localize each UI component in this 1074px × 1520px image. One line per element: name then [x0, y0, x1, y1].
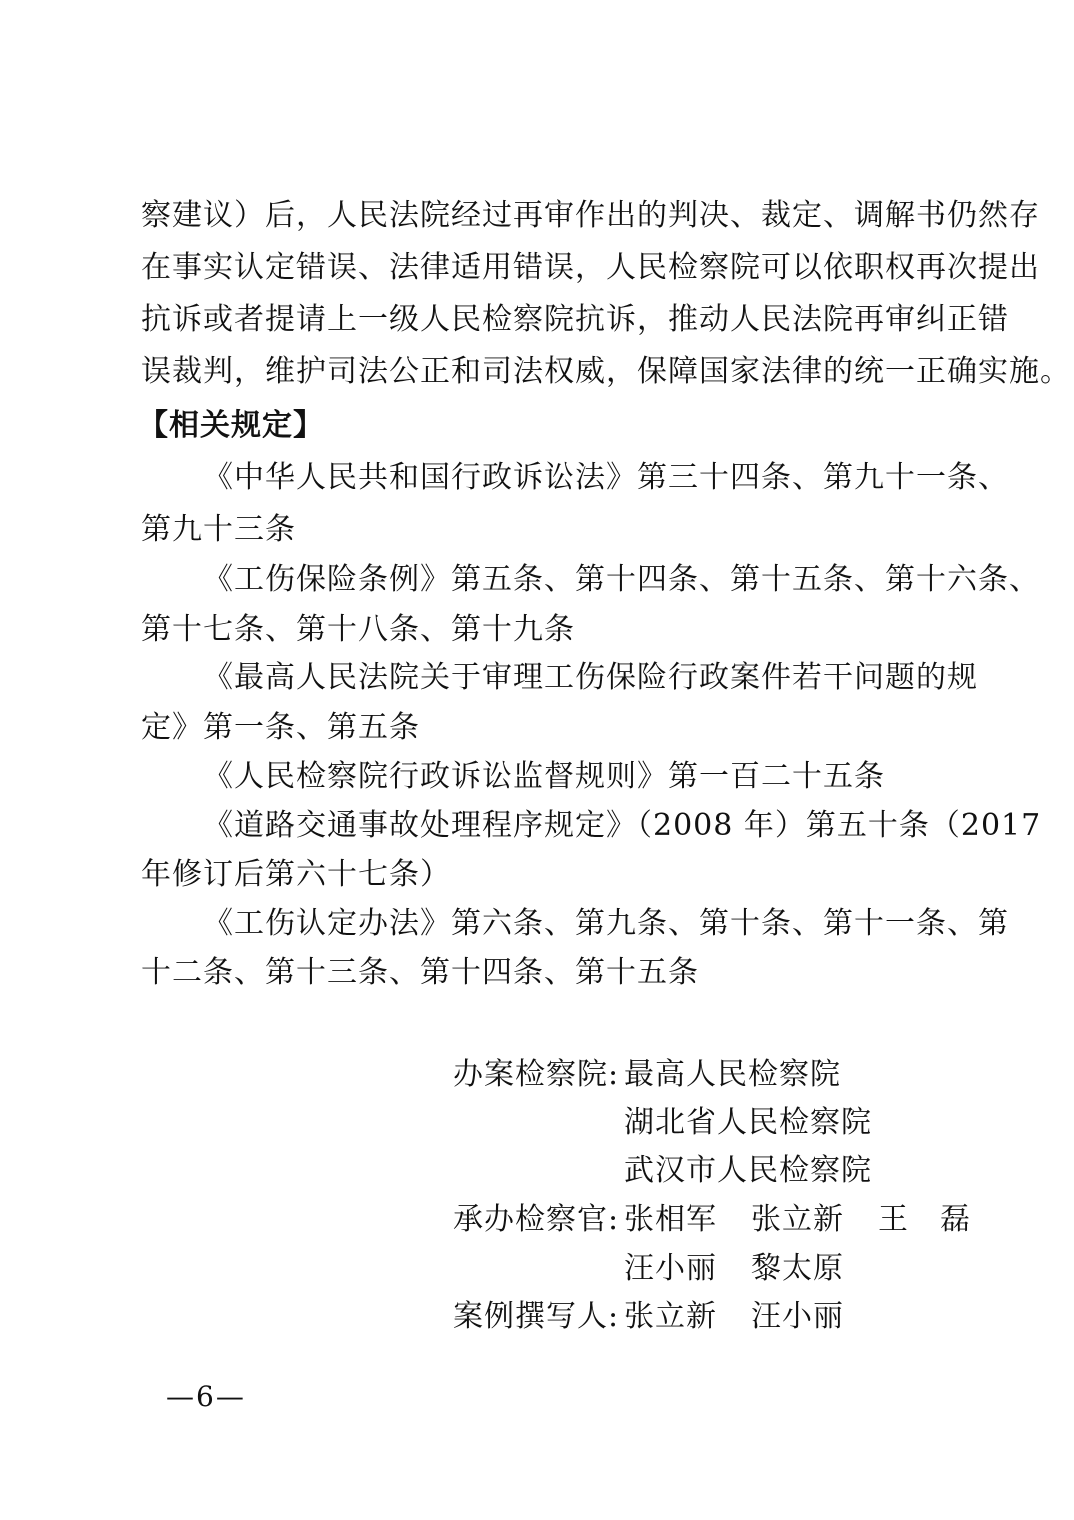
writer-label: 案例撰写人: [453, 1299, 620, 1334]
prosecutor-name: 王 磊 [878, 1202, 971, 1237]
page-number: —6— [166, 1380, 246, 1413]
regulation-line: 《工伤认定办法》第六条、第九条、第十条、第十一条、第 [203, 906, 1009, 941]
regulation-line: 《最高人民法院关于审理工伤保险行政案件若干问题的规 [203, 660, 978, 695]
prosecutor-name: 汪小丽 [624, 1251, 717, 1286]
body-line: 在事实认定错误、法律适用错误，人民检察院可以依职权再次提出 [141, 250, 1040, 285]
procuratorate-name: 武汉市人民检察院 [624, 1153, 872, 1188]
regulation-line: 定》第一条、第五条 [141, 710, 420, 745]
regulation-line: 年修订后第六十七条） [141, 857, 451, 892]
body-line: 误裁判，维护司法公正和司法权威，保障国家法律的统一正确实施。 [141, 354, 1071, 389]
writer-names-row [624, 1299, 844, 1335]
regulation-line: 《人民检察院行政诉讼监督规则》第一百二十五条 [203, 759, 885, 794]
prosecutor-names-row [624, 1202, 971, 1238]
writer-name: 汪小丽 [751, 1299, 844, 1334]
writer-name: 张立新 [624, 1299, 717, 1334]
procuratorate-name: 最高人民检察院 [624, 1057, 841, 1092]
regulation-line: 《工伤保险条例》第五条、第十四条、第十五条、第十六条、 [203, 562, 1040, 597]
body-line: 抗诉或者提请上一级人民检察院抗诉，推动人民法院再审纠正错 [141, 302, 1009, 337]
regulation-line: 第九十三条 [141, 512, 296, 547]
prosecutor-name: 张相军 [624, 1202, 717, 1237]
procuratorate-label: 办案检察院: [453, 1057, 620, 1092]
section-heading: 【相关规定】 [138, 408, 324, 443]
procuratorate-name: 湖北省人民检察院 [624, 1105, 872, 1140]
prosecutor-label: 承办检察官: [453, 1202, 620, 1237]
prosecutor-names-row [624, 1251, 844, 1287]
regulation-line: 《道路交通事故处理程序规定》（2008 年）第五十条（2017 [203, 808, 1042, 843]
body-line: 察建议）后，人民法院经过再审作出的判决、裁定、调解书仍然存 [141, 198, 1040, 233]
prosecutor-name: 张立新 [751, 1202, 844, 1237]
regulation-line: 《中华人民共和国行政诉讼法》第三十四条、第九十一条、 [203, 460, 1009, 495]
regulation-line: 第十七条、第十八条、第十九条 [141, 612, 575, 647]
prosecutor-name: 黎太原 [751, 1251, 844, 1286]
regulation-line: 十二条、第十三条、第十四条、第十五条 [141, 955, 699, 990]
